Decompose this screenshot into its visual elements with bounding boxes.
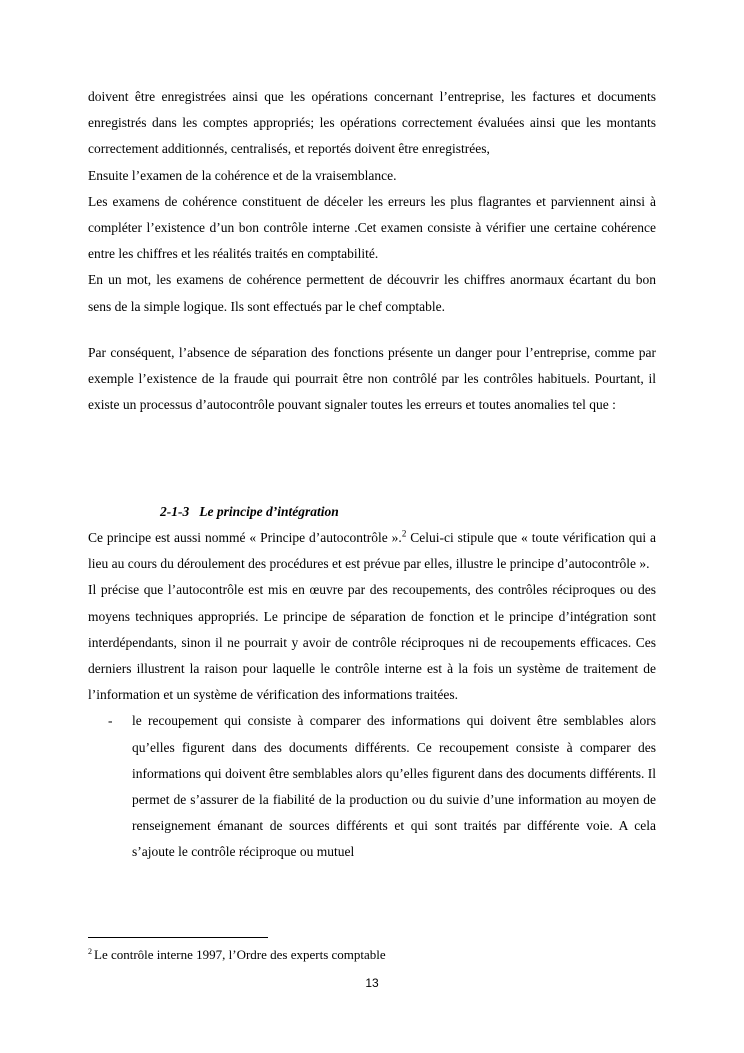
- paragraph-consequence: Par conséquent, l’absence de séparation des fonctions présente un danger pour l’entreprise, comme par exemple l’existence de la fraude qui pourrait être non contrôlé par les contrôles habituels. Pourtant, il existe un processus d’autocontrôle pouvant signaler toutes les erreurs et toutes anomalies tel que :: [88, 345, 656, 413]
- footnote-separator: [88, 937, 268, 938]
- consequence-text-block: [88, 340, 656, 419]
- bullet-dash: -: [108, 713, 113, 729]
- footnote-text: Le contrôle interne 1997, l’Ordre des experts comptable: [94, 947, 386, 962]
- paragraph-coherence-exam: Ensuite l’examen de la cohérence et de la vraisemblance.: [88, 167, 397, 183]
- paragraph-records: doivent être enregistrées ainsi que les opérations concernant l’entreprise, les factures et documents enregistrés dans les comptes appropriés; les opérations correctement évaluées ainsi que les montants correctement additionnés, centralisés, et reportés doivent être enregistrées,: [88, 89, 656, 157]
- footnote-mark: 2: [88, 946, 92, 956]
- footnote-reference[interactable]: 2: [401, 528, 407, 539]
- paragraph-autocontrol: Il précise que l’autocontrôle est mis en œuvre par des recoupements, des contrôles réciproques ou des moyens techniques appropriés. Le principe de séparation de fonction et le principe d’intégration sont interdépendants, sinon il ne pourrait y avoir de contrôle réciproques ni de recoupements efficaces. Ces derniers illustrent la raison pour laquelle le contrôle interne est à la fois un système de traitement de l’information et un système de vérification des informations traitées.: [88, 582, 656, 703]
- page-number: 13: [365, 976, 379, 990]
- section-heading: [160, 499, 339, 525]
- paragraph-section-intro: [88, 525, 656, 577]
- paragraph-coherence-summary: En un mot, les examens de cohérence permettent de découvrir les chiffres anormaux écartant du bon sens de la simple logique. Ils sont effectués par le chef comptable.: [88, 272, 656, 314]
- footnote: [88, 944, 386, 966]
- list-item: [88, 708, 656, 865]
- bullet-text: le recoupement qui consiste à comparer des informations qui doivent être semblables alors qu’elles figurent dans des documents différents. Ce recoupement consiste à comparer des informations qui doivent être semblables alors qu’elles figurent dans des documents différents. Il permet de s’assurer de la fiabilité de la production ou du suivie d’une information au moyen de renseignement émanant de sources différents et qui sont traités par différente voie. A cela s’ajoute le contrôle réciproque ou mutuel: [132, 713, 656, 860]
- opening-text-block: [88, 84, 656, 320]
- intro-text-after: Celui-ci stipule que « toute vérification qui a lieu au cours du déroulement des procédures et est prévue par elles, illustre le principe d’autocontrôle ».: [88, 530, 656, 572]
- section-title: Le principe d’intégration: [199, 504, 339, 519]
- intro-text-before: Ce principe est aussi nommé « Principe d’autocontrôle ».: [88, 530, 402, 545]
- section-text-block: [88, 525, 656, 866]
- paragraph-coherence-purpose: Les examens de cohérence constituent de déceler les erreurs les plus flagrantes et parviennent ainsi à compléter l’existence d’un bon contrôle interne .Cet examen consiste à vérifier une certaine cohérence entre les chiffres et les réalités traités en comptabilité.: [88, 193, 656, 262]
- section-number: 2-1-3: [160, 504, 190, 519]
